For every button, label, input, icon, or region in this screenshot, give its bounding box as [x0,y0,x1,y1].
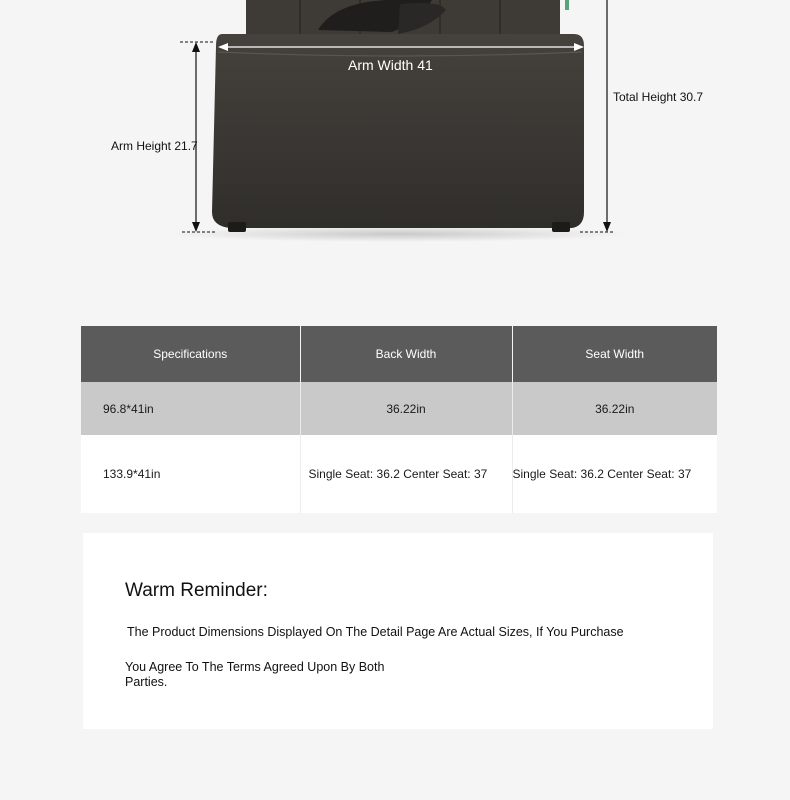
seat-width-cell: 36.22in [512,382,717,435]
back-width-cell: Single Seat: 36.2 Center Seat: 37 [300,435,512,513]
sofa-foot-left [228,222,246,232]
reminder-text-line2: You Agree To The Terms Agreed Upon By Both Parties. [125,660,385,689]
table-row [81,435,717,513]
total-height-label: Total Height 30.7 [613,90,704,104]
product-dimension-figure [0,0,790,290]
seat-width-cell: Single Seat: 36.2 Center Seat: 37 [512,435,717,513]
spec-cell: 96.8*41in [81,382,300,435]
specifications-table [81,326,717,513]
back-width-cell: 36.22in [300,382,512,435]
arm-width-label: Arm Width 41 [348,57,433,73]
table-header-row [81,326,717,382]
reminder-text-line1: The Product Dimensions Displayed On The Detail Page Are Actual Sizes, If You Purchase [127,625,624,639]
spec-cell: 133.9*41in [81,435,300,513]
header-specifications: Specifications [81,326,300,382]
warm-reminder-card [83,533,713,729]
arm-height-label: Arm Height 21.7 [111,139,198,153]
header-seat-width: Seat Width [512,326,717,382]
table-row [81,382,717,435]
header-back-width: Back Width [300,326,512,382]
sofa-tag [565,0,569,10]
reminder-title: Warm Reminder: [125,580,268,601]
sofa-foot-right [552,222,570,232]
